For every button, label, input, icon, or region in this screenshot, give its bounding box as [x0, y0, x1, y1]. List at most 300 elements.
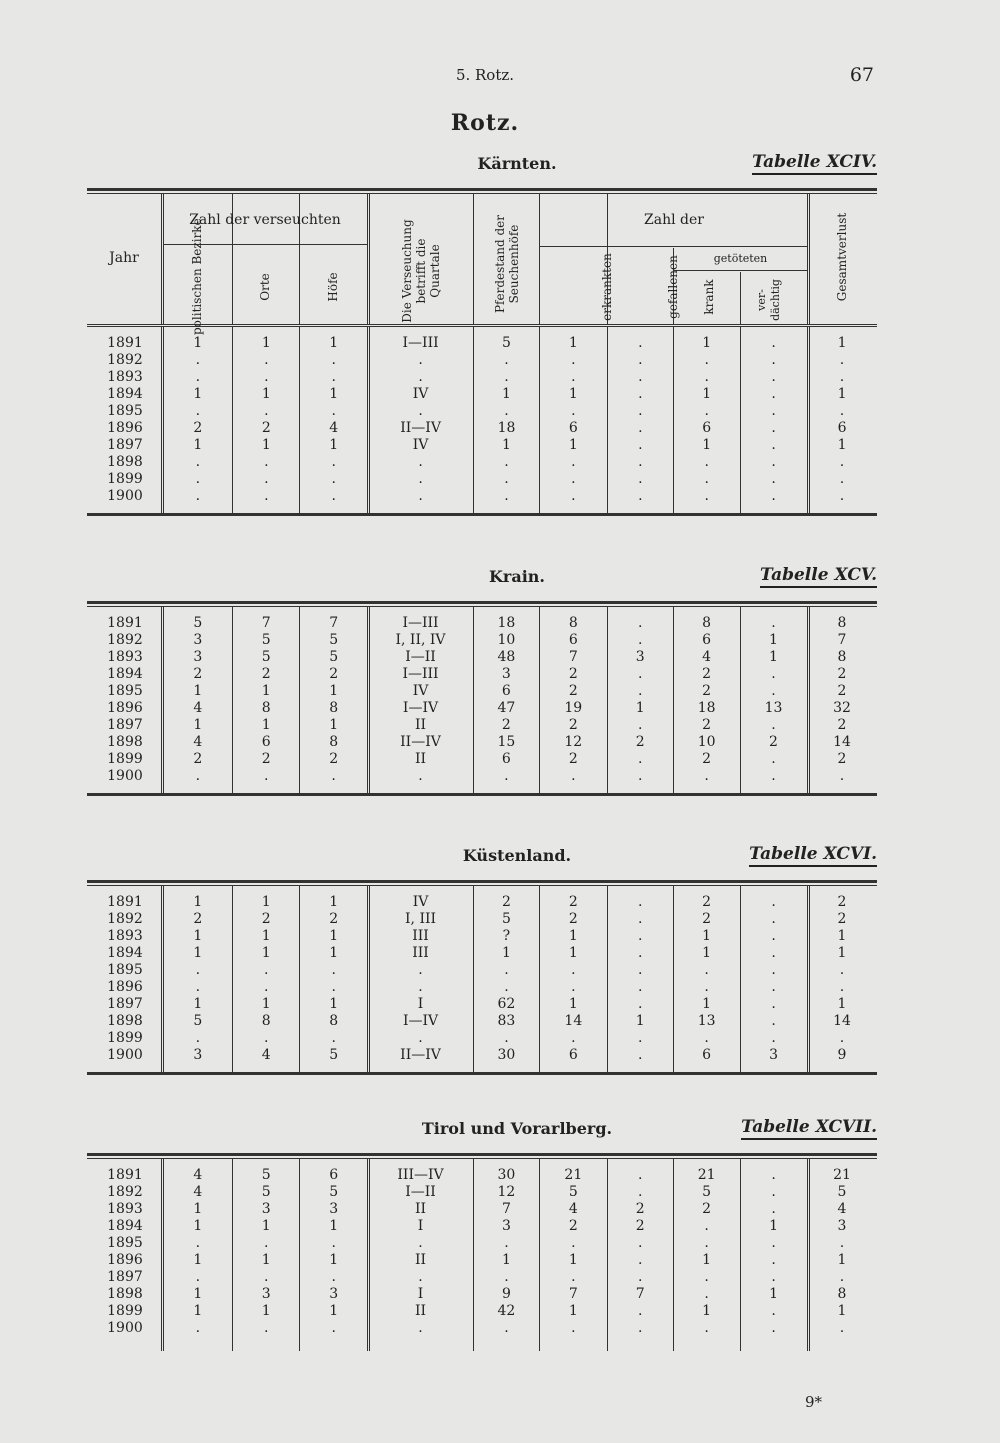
data-cell: .: [264, 1235, 269, 1251]
data-cell: IV: [412, 894, 429, 910]
data-cell: .: [418, 1235, 423, 1251]
data-cell: 1: [193, 1201, 203, 1217]
table-row: [87, 979, 877, 996]
year-cell: 1896: [107, 1252, 143, 1268]
data-cell: .: [704, 369, 709, 385]
data-cell: 1: [837, 996, 847, 1012]
data-cell: .: [638, 352, 643, 368]
data-cell: .: [571, 454, 576, 470]
data-cell: .: [418, 962, 423, 978]
data-cell: 8: [837, 649, 847, 665]
data-cell: 1: [329, 945, 339, 961]
data-cell: .: [264, 962, 269, 978]
data-cell: 1: [193, 335, 203, 351]
data-cell: 4: [568, 1201, 578, 1217]
year-cell: 1899: [107, 751, 143, 767]
data-cell: .: [637, 717, 643, 733]
data-cell: .: [638, 403, 643, 419]
data-cell: 3: [769, 1047, 778, 1063]
data-cell: 1: [837, 945, 847, 961]
data-cell: .: [331, 369, 336, 385]
data-cell: .: [418, 1030, 423, 1046]
data-cell: .: [704, 1320, 709, 1336]
data-cell: 1: [568, 386, 578, 402]
data-cell: .: [331, 768, 336, 784]
data-cell: .: [771, 962, 776, 978]
data-cell: 4: [193, 1167, 203, 1183]
data-cell: 1: [837, 928, 847, 944]
data-cell: .: [571, 962, 576, 978]
table-row: [87, 1030, 877, 1047]
data-cell: 2: [193, 911, 203, 927]
data-cell: 6: [568, 1047, 578, 1063]
data-cell: ?: [502, 928, 511, 944]
data-cell: .: [331, 352, 336, 368]
data-cell: 18: [497, 420, 516, 436]
data-cell: .: [504, 1030, 509, 1046]
data-cell: 1: [261, 437, 271, 453]
data-cell: 1: [502, 386, 511, 402]
data-cell: 1: [329, 717, 339, 733]
data-cell: I—III: [402, 666, 439, 682]
data-cell: .: [771, 683, 776, 699]
table-row: [87, 403, 877, 420]
table-row: [87, 1167, 877, 1184]
data-cell: 6: [501, 683, 511, 699]
data-cell: 2: [837, 911, 847, 927]
data-cell: I—II: [405, 1184, 436, 1200]
data-cell: .: [264, 979, 269, 995]
data-cell: 2: [568, 911, 578, 927]
data-cell: 1: [568, 996, 578, 1012]
data-cell: .: [264, 352, 269, 368]
page-title: Rotz.: [450, 110, 520, 136]
table-row: [87, 1235, 877, 1252]
data-cell: 7: [329, 615, 339, 631]
data-cell: IV: [412, 437, 429, 453]
data-cell: .: [638, 1320, 643, 1336]
data-cell: I, III: [405, 911, 437, 927]
year-cell: 1892: [107, 1184, 143, 1200]
data-cell: 2: [193, 666, 203, 682]
header-jahr: Jahr: [109, 250, 139, 266]
data-cell: 1: [261, 996, 271, 1012]
data-cell: .: [704, 1286, 709, 1302]
data-cell: 8: [329, 734, 339, 750]
data-cell: .: [839, 979, 845, 995]
data-cell: 1: [837, 386, 847, 402]
data-cell: 2: [769, 734, 778, 750]
data-cell: .: [195, 471, 201, 487]
data-cell: .: [771, 403, 776, 419]
data-cell: 4: [837, 1201, 847, 1217]
table-row: [87, 369, 877, 386]
data-cell: 1: [837, 1252, 847, 1268]
data-cell: 1: [568, 1252, 578, 1268]
data-cell: .: [504, 369, 509, 385]
table-row: [87, 1047, 877, 1064]
year-cell: 1897: [107, 717, 143, 733]
data-cell: .: [264, 471, 269, 487]
data-cell: .: [638, 1269, 643, 1285]
data-cell: 5: [837, 1184, 847, 1200]
data-cell: 1: [635, 1013, 645, 1029]
data-cell: .: [571, 1235, 576, 1251]
data-cell: 1: [702, 945, 712, 961]
table-row: [87, 717, 877, 734]
year-cell: 1894: [107, 1218, 143, 1234]
data-cell: 1: [329, 894, 339, 910]
data-cell: .: [839, 352, 845, 368]
data-cell: 5: [329, 1047, 339, 1063]
section-name: Küstenland.: [462, 846, 572, 865]
data-cell: .: [638, 1184, 643, 1200]
data-cell: 3: [501, 666, 511, 682]
data-cell: 5: [329, 1184, 339, 1200]
data-cell: .: [771, 1269, 776, 1285]
data-cell: .: [771, 996, 776, 1012]
data-cell: .: [771, 928, 776, 944]
header-versuchung: Die Verseuchung betrifft die Quartale: [400, 219, 442, 323]
data-cell: 3: [261, 1286, 271, 1302]
data-cell: .: [571, 471, 576, 487]
data-cell: 2: [837, 894, 847, 910]
data-cell: .: [638, 386, 643, 402]
data-cell: 2: [837, 666, 847, 682]
data-cell: 2: [702, 683, 712, 699]
data-cell: 1: [329, 1218, 339, 1234]
data-cell: 6: [568, 420, 578, 436]
data-cell: 2: [261, 751, 271, 767]
data-cell: 2: [702, 717, 712, 733]
data-cell: .: [638, 437, 643, 453]
data-cell: 2: [501, 894, 511, 910]
data-cell: .: [418, 352, 423, 368]
data-cell: 2: [702, 751, 712, 767]
data-cell: .: [571, 369, 576, 385]
data-cell: I—III: [402, 335, 439, 351]
data-cell: .: [418, 1269, 423, 1285]
data-cell: .: [704, 768, 709, 784]
data-cell: 1: [568, 437, 578, 453]
data-cell: .: [771, 1013, 776, 1029]
data-cell: 1: [329, 386, 339, 402]
data-cell: II—IV: [400, 734, 441, 750]
year-cell: 1893: [107, 649, 143, 665]
data-cell: .: [637, 751, 643, 767]
data-cell: 1: [261, 928, 271, 944]
year-cell: 1895: [107, 1235, 143, 1251]
data-cell: II—IV: [400, 1047, 441, 1063]
data-cell: .: [704, 471, 709, 487]
header-orte: Orte: [258, 273, 272, 301]
data-cell: 1: [702, 437, 712, 453]
data-cell: 12: [564, 734, 583, 750]
data-cell: IV: [412, 386, 429, 402]
data-cell: 2: [837, 751, 847, 767]
data-cell: .: [771, 1303, 776, 1319]
data-cell: .: [418, 369, 423, 385]
data-cell: .: [195, 352, 201, 368]
data-cell: 2: [261, 911, 271, 927]
data-cell: IV: [412, 683, 429, 699]
data-cell: I, II, IV: [395, 632, 446, 648]
table-row: [87, 768, 877, 785]
data-cell: 2: [635, 1201, 645, 1217]
data-cell: .: [771, 717, 776, 733]
header-krank: krank: [702, 279, 716, 315]
data-cell: 1: [837, 335, 847, 351]
year-cell: 1899: [107, 1303, 143, 1319]
data-cell: 1: [837, 1303, 847, 1319]
data-cell: 1: [329, 1303, 339, 1319]
data-cell: .: [331, 488, 336, 504]
data-cell: .: [704, 962, 709, 978]
data-cell: 5: [329, 632, 339, 648]
data-cell: 3: [261, 1201, 271, 1217]
data-cell: 2: [329, 666, 339, 682]
data-cell: 6: [702, 632, 712, 648]
data-cell: .: [264, 1269, 269, 1285]
data-cell: 30: [497, 1047, 516, 1063]
data-cell: 1: [261, 945, 271, 961]
table-row: [87, 1013, 877, 1030]
data-cell: 7: [837, 632, 847, 648]
data-cell: 2: [261, 666, 271, 682]
table-row: [87, 386, 877, 403]
data-cell: 1: [568, 335, 578, 351]
data-cell: 1: [568, 1303, 578, 1319]
data-cell: .: [771, 488, 776, 504]
data-cell: 1: [261, 1303, 271, 1319]
data-cell: 10: [697, 734, 716, 750]
data-cell: .: [704, 403, 709, 419]
data-cell: 2: [193, 420, 203, 436]
data-cell: II: [414, 717, 427, 733]
table-row: [87, 894, 877, 911]
data-cell: 1: [702, 996, 712, 1012]
data-cell: .: [195, 454, 201, 470]
data-cell: .: [771, 1252, 776, 1268]
table-number: Tabelle XCVII.: [741, 1117, 877, 1140]
table-row: [87, 1184, 877, 1201]
data-cell: .: [638, 1303, 643, 1319]
data-cell: .: [771, 979, 776, 995]
table-row: [87, 911, 877, 928]
data-cell: 2: [702, 894, 712, 910]
data-cell: .: [704, 1269, 709, 1285]
data-cell: 21: [697, 1167, 716, 1183]
data-cell: 1: [502, 437, 511, 453]
data-cell: 47: [497, 700, 516, 716]
year-cell: 1896: [107, 979, 143, 995]
data-cell: 1: [329, 335, 339, 351]
data-cell: .: [638, 1047, 643, 1063]
table-row: [87, 962, 877, 979]
data-cell: .: [771, 420, 776, 436]
data-cell: II: [414, 751, 427, 767]
year-cell: 1900: [107, 768, 143, 784]
data-cell: 6: [261, 734, 271, 750]
table-row: [87, 1252, 877, 1269]
data-cell: 1: [702, 386, 712, 402]
data-cell: .: [638, 454, 643, 470]
data-cell: 62: [497, 996, 516, 1012]
data-cell: 1: [193, 945, 203, 961]
data-cell: 1: [261, 1218, 271, 1234]
data-cell: 13: [697, 1013, 716, 1029]
data-body: [87, 1159, 877, 1351]
data-cell: II—IV: [400, 420, 441, 436]
data-cell: .: [771, 1030, 776, 1046]
data-cell: .: [638, 894, 643, 910]
data-cell: .: [704, 454, 709, 470]
data-cell: .: [771, 1201, 776, 1217]
data-cell: 1: [329, 996, 339, 1012]
data-cell: .: [195, 962, 201, 978]
data-cell: .: [638, 945, 643, 961]
data-cell: 2: [568, 1218, 578, 1234]
year-cell: 1893: [107, 369, 143, 385]
data-cell: .: [571, 1030, 576, 1046]
header-getoeteten: getöteten: [713, 252, 768, 265]
data-cell: .: [637, 666, 643, 682]
data-table: [87, 335, 877, 505]
year-cell: 1900: [107, 1320, 143, 1336]
section-krain: [87, 563, 877, 796]
header-hoefe: Höfe: [326, 272, 340, 302]
data-cell: .: [704, 1030, 709, 1046]
data-table: [87, 615, 877, 785]
data-cell: .: [504, 352, 509, 368]
data-cell: 4: [702, 649, 712, 665]
table-row: [87, 488, 877, 505]
data-cell: 14: [833, 1013, 851, 1029]
section-tirol-vorarlberg: [87, 1115, 877, 1351]
data-cell: .: [771, 768, 776, 784]
data-cell: 8: [329, 1013, 339, 1029]
data-cell: .: [571, 403, 576, 419]
data-cell: 1: [193, 1286, 203, 1302]
data-cell: 1: [837, 437, 847, 453]
table-row: [87, 352, 877, 369]
table-row: [87, 751, 877, 768]
data-cell: 1: [702, 335, 712, 351]
data-cell: .: [504, 1320, 509, 1336]
data-cell: 5: [501, 911, 511, 927]
year-cell: 1891: [107, 1167, 143, 1183]
data-cell: .: [571, 488, 576, 504]
data-cell: .: [638, 471, 643, 487]
header-pferdestand: Pferdestand der Seuchenhöfe: [493, 215, 521, 314]
data-cell: .: [571, 1320, 576, 1336]
data-cell: .: [839, 471, 845, 487]
data-cell: 1: [193, 894, 203, 910]
data-cell: 10: [497, 632, 516, 648]
data-cell: 48: [497, 649, 516, 665]
data-cell: .: [264, 403, 269, 419]
data-cell: .: [195, 1030, 201, 1046]
data-cell: .: [195, 979, 201, 995]
data-cell: .: [504, 962, 509, 978]
year-cell: 1898: [107, 1013, 143, 1029]
data-cell: .: [418, 979, 423, 995]
data-cell: 2: [837, 683, 847, 699]
year-cell: 1900: [107, 488, 143, 504]
data-cell: 1: [261, 335, 271, 351]
header-zahl-der-verseuchten: Zahl der verseuchten: [189, 212, 341, 228]
table-row: [87, 734, 877, 751]
year-cell: 1898: [107, 1286, 143, 1302]
data-cell: .: [638, 488, 643, 504]
year-cell: 1895: [107, 962, 143, 978]
data-cell: .: [637, 683, 643, 699]
data-cell: 7: [501, 1201, 511, 1217]
table-number: Tabelle XCIV.: [752, 152, 877, 175]
data-cell: 2: [329, 751, 339, 767]
data-cell: .: [418, 488, 423, 504]
data-cell: 7: [568, 649, 578, 665]
data-cell: 2: [568, 666, 578, 682]
data-cell: 6: [501, 751, 511, 767]
data-cell: 1: [702, 928, 712, 944]
data-body: [87, 886, 877, 1072]
data-cell: .: [571, 768, 576, 784]
data-cell: 21: [833, 1167, 851, 1183]
table-row: [87, 683, 877, 700]
data-cell: 1: [769, 632, 778, 648]
table-row: [87, 700, 877, 717]
data-cell: 4: [329, 420, 339, 436]
data-cell: 2: [193, 751, 203, 767]
data-cell: 1: [635, 700, 645, 716]
data-cell: .: [638, 335, 643, 351]
section-name: Tirol und Vorarlberg.: [421, 1119, 613, 1138]
data-cell: 2: [702, 1201, 712, 1217]
year-cell: 1896: [107, 420, 143, 436]
data-cell: 8: [329, 700, 339, 716]
data-cell: 3: [501, 1218, 511, 1234]
data-cell: .: [418, 768, 423, 784]
data-cell: 2: [329, 911, 339, 927]
section-name: Kärnten.: [477, 154, 557, 173]
data-cell: 8: [261, 1013, 271, 1029]
data-cell: .: [638, 1252, 643, 1268]
data-cell: 7: [261, 615, 271, 631]
data-cell: .: [771, 369, 776, 385]
data-cell: 6: [568, 632, 578, 648]
data-cell: .: [771, 437, 776, 453]
table-row: [87, 615, 877, 632]
data-cell: .: [771, 751, 776, 767]
data-cell: .: [571, 1269, 576, 1285]
data-cell: .: [704, 1218, 709, 1234]
data-cell: 1: [702, 1252, 712, 1268]
data-cell: 7: [568, 1286, 578, 1302]
data-cell: .: [704, 979, 709, 995]
table-row: [87, 1269, 877, 1286]
data-cell: 6: [837, 420, 847, 436]
data-cell: .: [504, 403, 509, 419]
data-cell: 1: [769, 1218, 778, 1234]
data-cell: 8: [568, 615, 578, 631]
data-cell: 1: [769, 1286, 778, 1302]
data-cell: .: [504, 1235, 509, 1251]
table-row: [87, 1320, 877, 1337]
data-cell: 1: [261, 386, 271, 402]
data-cell: 5: [193, 1013, 203, 1029]
data-cell: .: [331, 1030, 336, 1046]
